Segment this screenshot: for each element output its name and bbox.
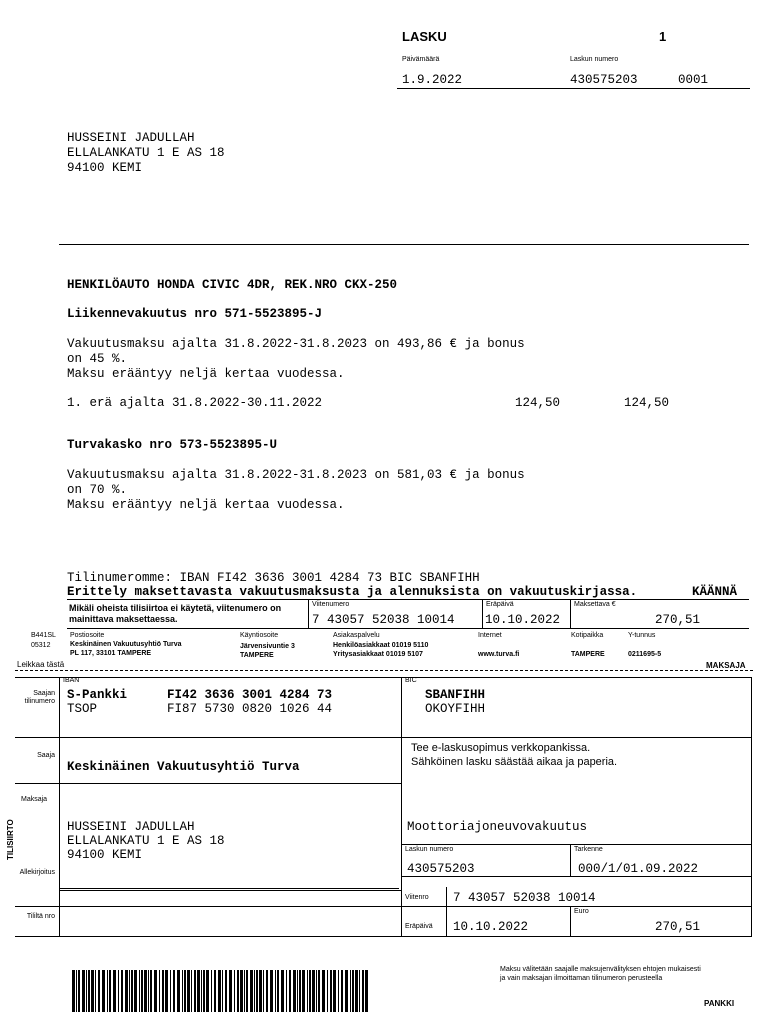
bic-label: BIC [405, 677, 417, 684]
policy2-line3: Maksu erääntyy neljä kertaa vuodessa. [67, 498, 345, 512]
control-value: 000/1/01.09.2022 [578, 862, 699, 876]
bank-copy-label: PANKKI [704, 999, 735, 1008]
company-code2: 05312 [31, 642, 51, 649]
header-rule [397, 88, 750, 89]
policy1-line3: Maksu erääntyy neljä kertaa vuodessa. [67, 367, 345, 381]
footer-notice-line1: Maksu välitetään saajalle maksujenvälityksen ehtojen mukaisesti [500, 966, 701, 973]
domicile-label: Kotipaikka [571, 632, 604, 639]
payment-barcode [72, 970, 370, 1012]
giro-due-value: 10.10.2022 [453, 920, 529, 934]
policy1-line2: on 45 %. [67, 352, 128, 366]
policy2-line2: on 70 %. [67, 483, 128, 497]
account-info-note: Erittely maksettavasta vakuutusmaksusta ja alennuksista on vakuutuskirjassa. [67, 585, 638, 599]
footer-notice-line2: ja vain maksajan ilmoittaman tilinumeron perusteella [500, 975, 663, 982]
payer-city: 94100 KEMI [67, 848, 143, 862]
account-info-line: Tilinumeromme: IBAN FI42 3636 3001 4284 73 BIC SBANFIHH [67, 571, 480, 585]
control-label: Tarkenne [574, 846, 603, 853]
date-label: Päivämäärä [402, 56, 440, 63]
visit-street: Järvensivuntie 3 [240, 643, 295, 650]
giro-due-label: Eräpäivä [405, 923, 433, 930]
internet-value: www.turva.fi [478, 651, 520, 658]
business-id-label: Y-tunnus [628, 632, 656, 639]
installment-amount: 124,50 [515, 396, 561, 410]
giro-invoice-number: 430575203 [407, 862, 475, 876]
business-id-value: 0211695-5 [628, 651, 662, 658]
bank2-name: TSOP [67, 702, 98, 716]
bank1-iban: FI42 3636 3001 4284 73 [167, 688, 333, 702]
postal-address: PL 117, 33101 TAMPERE [70, 650, 152, 657]
strip-payable-label: Maksettava € [574, 601, 616, 608]
bank2-bic: OKOYFIHH [425, 702, 486, 716]
strip-due-value: 10.10.2022 [485, 613, 561, 627]
policy1-line1: Vakuutusmaksu ajalta 31.8.2022-31.8.2023 on 493,86 € ja bonus [67, 337, 525, 351]
strip-reference-value: 7 43057 52038 10014 [312, 613, 455, 627]
account-from-label: Tililtä nro [26, 913, 55, 920]
recipient-account-label: Saajan tilinumero [24, 690, 55, 705]
invoice-date: 1.9.2022 [402, 73, 463, 87]
giro-side-label: TILISIIRTO [6, 819, 15, 860]
giro-reference-value: 7 43057 52038 10014 [453, 891, 596, 905]
info-line1: Tee e-laskusopimus verkkopankissa. [411, 742, 591, 754]
internet-label: Internet [478, 632, 502, 639]
company-code1: B441SL [31, 632, 56, 639]
bank1-name: S-Pankki [67, 688, 128, 702]
page-number: 1 [659, 29, 667, 44]
strip-payable-value: 270,51 [655, 613, 701, 627]
installment-text: 1. erä ajalta 31.8.2022-30.11.2022 [67, 396, 323, 410]
bank2-iban: FI87 5730 0820 1026 44 [167, 702, 333, 716]
document-type: LASKU [402, 29, 447, 44]
visit-label: Käyntiosoite [240, 632, 279, 639]
recipient-name: HUSSEINI JADULLAH [67, 131, 195, 145]
invoice-suffix: 0001 [678, 73, 709, 87]
recipient-city: 94100 KEMI [67, 161, 143, 175]
payer-label: Maksaja [21, 796, 48, 803]
bank1-bic: SBANFIHH [425, 688, 486, 702]
postal-label: Postiosoite [70, 632, 105, 639]
payer-copy-label: MAKSAJA [706, 661, 746, 670]
service-label: Asiakaspalvelu [333, 632, 380, 639]
strip-top-rule [67, 599, 749, 600]
section-rule [59, 244, 749, 245]
payer-name: HUSSEINI JADULLAH [67, 820, 195, 834]
domicile-value: TAMPERE [571, 651, 605, 658]
vehicle-line: HENKILÖAUTO HONDA CIVIC 4DR, REK.NRO CKX-250 [67, 278, 398, 292]
giro-invoice-number-label: Laskun numero [405, 846, 454, 853]
iban-label: IBAN [63, 677, 80, 684]
invoice-number: 430575203 [570, 73, 638, 87]
visit-city: TAMPERE [240, 652, 274, 659]
service-business: Yritysasiakkaat 01019 5107 [333, 651, 423, 658]
turn-page-label: KÄÄNNÄ [692, 585, 738, 599]
euro-label: Euro [574, 908, 589, 915]
giro-message: Moottoriajoneuvovakuutus [407, 820, 588, 834]
signature-label: Allekirjoitus [19, 869, 55, 876]
payer-street: ELLALANKATU 1 E AS 18 [67, 834, 225, 848]
strip-bottom-rule [67, 628, 749, 629]
strip-reference-label: Viitenumero [312, 601, 350, 608]
cut-here-label: Leikkaa tästä [17, 660, 65, 669]
strip-due-label: Eräpäivä [486, 601, 514, 608]
service-private: Henkilöasiakkaat 01019 5110 [333, 642, 429, 649]
giro-recipient-name: Keskinäinen Vakuutusyhtiö Turva [67, 760, 300, 774]
giro-amount: 270,51 [655, 920, 701, 934]
cut-line [15, 670, 753, 671]
invoice-number-label: Laskun numero [570, 56, 619, 63]
installment-total: 124,50 [624, 396, 670, 410]
recipient-street: ELLALANKATU 1 E AS 18 [67, 146, 225, 160]
policy2-title: Turvakasko nro 573-5523895-U [67, 438, 278, 452]
policy1-title: Liikennevakuutus nro 571-5523895-J [67, 307, 323, 321]
recipient-label: Saaja [37, 752, 55, 759]
postal-name: Keskinäinen Vakuutusyhtiö Turva [70, 641, 182, 648]
policy2-line1: Vakuutusmaksu ajalta 31.8.2022-31.8.2023 on 581,03 € ja bonus [67, 468, 525, 482]
giro-reference-label: Viitenro [405, 894, 429, 901]
info-line2: Sähköinen lasku säästää aikaa ja paperia. [411, 756, 618, 768]
strip-notice: Mikäli oheista tilisiirtoa ei käytetä, viitenumero on mainittava maksettaessa. [69, 603, 282, 624]
signature-line [59, 888, 399, 889]
